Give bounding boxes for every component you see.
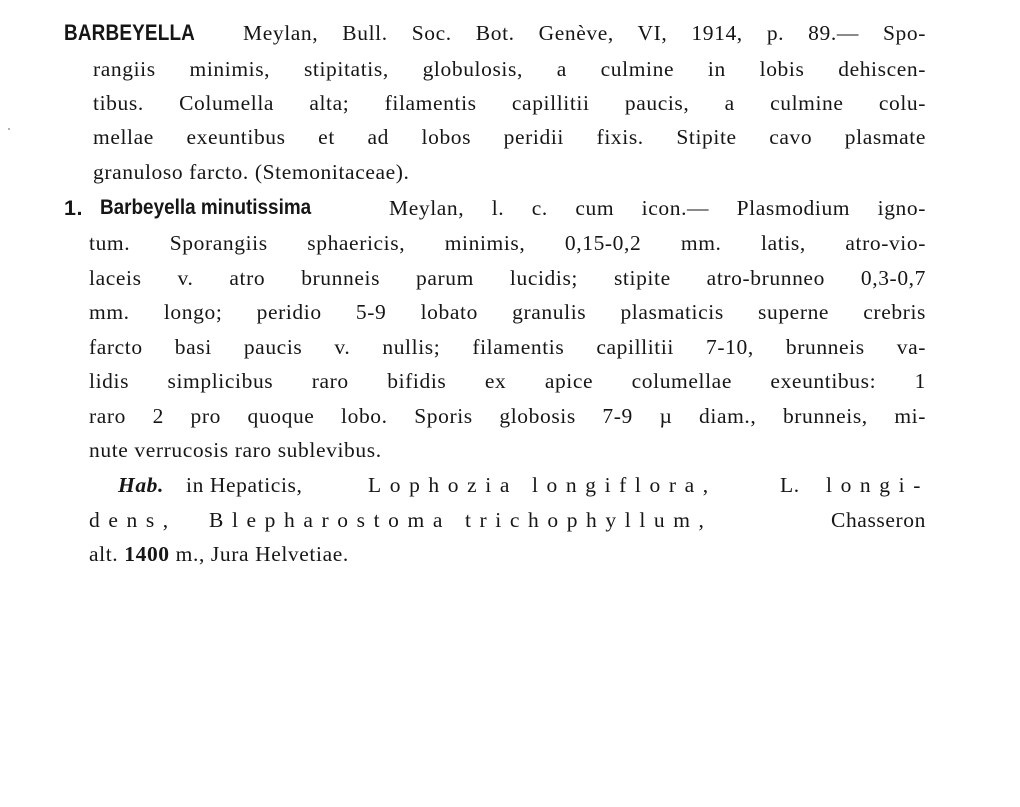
genus-description-line: tibus. Columella alta; filamentis capillitii paucis, a culmine colu- [93,91,926,115]
species-name: Barbeyella minutissima [100,196,312,219]
host-name: Blepharostoma trichophyllum, [209,508,713,532]
habitat-line-3 [89,537,349,571]
habitat-last-text: m., Jura Helvetiae. [175,542,349,566]
habitat-label: Hab. [118,473,164,497]
host-abbrev: L. [780,473,800,497]
species-number: 1. [64,196,84,220]
species-description-line: tum. Sporangiis sphaericis, minimis, 0,15-0,2 mm. latis, atro-vio- [89,231,926,255]
species-description-line: raro 2 pro quoque lobo. Sporis globosis 7-9 µ diam., brunneis, mi- [89,404,926,428]
habitat-text: in Hepaticis, [186,473,303,497]
genus-name: BARBEYELLA [64,20,196,45]
habitat-line-2 [89,503,926,537]
host-name: Lophozia longiflora, [368,473,717,497]
species-description-line: lidis simplicibus raro bifidis ex apice columellae exeuntibus: 1 [89,369,926,393]
genus-heading-line [64,16,926,50]
species-description-line: mm. longo; peridio 5-9 lobato granulis plasmaticis superne crebris [89,300,926,324]
species-description-line: laceis v. atro brunneis parum lucidis; stipite atro-brunneo 0,3-0,7 [89,266,926,290]
species-description-last-line: nute verrucosis raro sublevibus. [89,438,382,462]
species-citation: Meylan, l. c. cum icon.— Plasmodium igno- [389,196,926,220]
genus-description-line: rangiis minimis, stipitatis, globulosis, a culmine in lobis dehiscen- [93,57,926,81]
genus-description-line: mellae exeuntibus et ad lobos peridii fixis. Stipite cavo plasmate [93,125,926,149]
habitat-line-1 [118,468,929,502]
altitude-value: 1400 [124,542,170,566]
species-description-line: farcto basi paucis v. nullis; filamentis capillitii 7-10, brunneis va- [89,335,926,359]
genus-citation: Meylan, Bull. Soc. Bot. Genève, VI, 1914, p. 89.— Spo- [243,21,926,45]
scan-speck [8,128,10,130]
genus-description-last-line: granuloso farcto. (Stemonitaceae). [93,160,410,184]
host-name-part: longi- [826,473,929,497]
species-heading-line [64,191,926,225]
altitude-prefix: alt. [89,542,119,566]
locality: Chasseron [831,508,926,532]
host-name-part: dens, [89,508,177,532]
